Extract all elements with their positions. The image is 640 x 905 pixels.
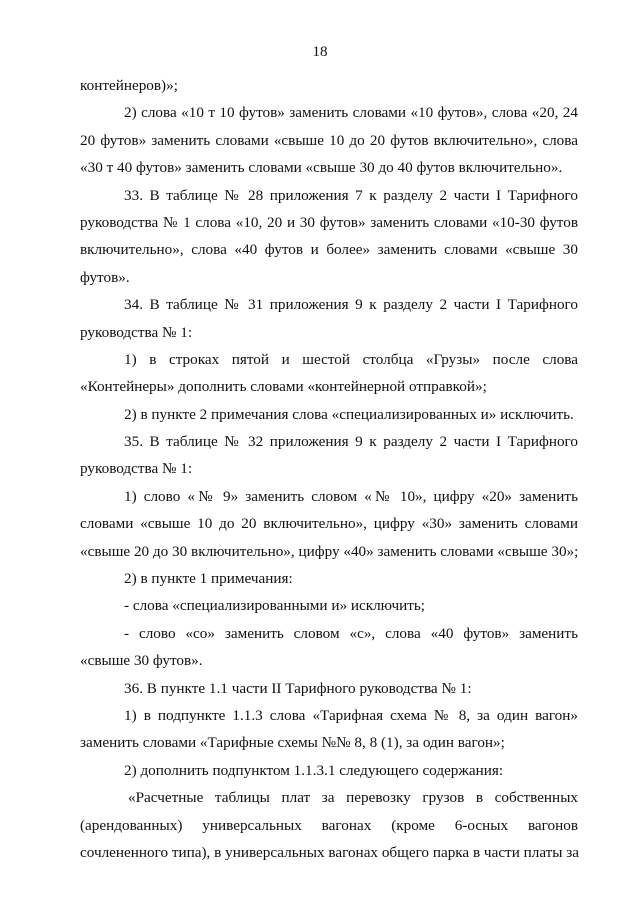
text-line: (арендованных) универсальных вагонах (кроме 6-осных вагонов: [80, 816, 578, 834]
text-line: 34. В таблице № 31 приложения 9 к разделу 2 части I Тарифного: [124, 296, 578, 314]
text-line: футов».: [80, 268, 130, 286]
text-line: контейнеров)»;: [80, 77, 178, 94]
text-line: руководства № 1 слова «10, 20 и 30 футов» заменить словами «10-30 футов: [80, 213, 578, 231]
text-line: - слова «специализированными и» исключить;: [124, 597, 425, 615]
text-line: руководства № 1:: [80, 323, 193, 341]
text-line: сочлененного типа), в универсальных вагонах общего парка в части платы за: [80, 843, 580, 861]
text-line: 2) слова «10 т 10 футов» заменить словами «10 футов», слова «20, 24: [124, 104, 578, 122]
text-line: «30 т 40 футов» заменить словами «свыше 30 до 40 футов включительно».: [80, 159, 563, 177]
text-line: 36. В пункте 1.1 части II Тарифного руководства № 1:: [124, 679, 472, 697]
page-number: 18: [312, 44, 328, 60]
document-body: [80, 72, 578, 866]
text-line: 1) в подпункте 1.1.3 слова «Тарифная схема № 8, за один вагон»: [124, 706, 578, 724]
text-line: 2) дополнить подпунктом 1.1.3.1 следующего содержания:: [124, 761, 504, 779]
text-line: 33. В таблице № 28 приложения 7 к разделу 2 части I Тарифного: [124, 186, 578, 204]
text-line: словами «свыше 10 до 20 включительно», цифру «30» заменить словами: [80, 515, 578, 533]
text-line: «свыше 20 до 30 включительно», цифру «40» заменить словами «свыше 30»;: [80, 542, 579, 560]
text-line: заменить словами «Тарифные схемы №№ 8, 8 (1), за один вагон»;: [80, 734, 505, 752]
text-line: «Контейнеры» дополнить словами «контейнерной отправкой»;: [80, 378, 487, 396]
text-line: руководства № 1:: [80, 460, 193, 478]
text-line: 2) в пункте 1 примечания:: [124, 570, 293, 588]
text-line: 1) слово «№ 9» заменить словом «№ 10», цифру «20» заменить: [124, 487, 578, 505]
text-line: 20 футов» заменить словами «свыше 10 до 20 футов включительно», слова: [80, 131, 578, 149]
text-line: «свыше 30 футов».: [80, 652, 203, 670]
text-line: «Расчетные таблицы плат за перевозку грузов в собственных: [128, 789, 578, 807]
text-line: включительно», слова «40 футов и более» заменить словами «свыше 30: [80, 241, 578, 259]
text-line: 1) в строках пятой и шестой столбца «Грузы» после слова: [124, 350, 578, 368]
text-line: - слово «со» заменить словом «с», слова «40 футов» заменить: [124, 624, 578, 642]
text-line: 35. В таблице № 32 приложения 9 к разделу 2 части I Тарифного: [124, 433, 578, 451]
text-line: 2) в пункте 2 примечания слова «специализированных и» исключить.: [124, 405, 574, 423]
